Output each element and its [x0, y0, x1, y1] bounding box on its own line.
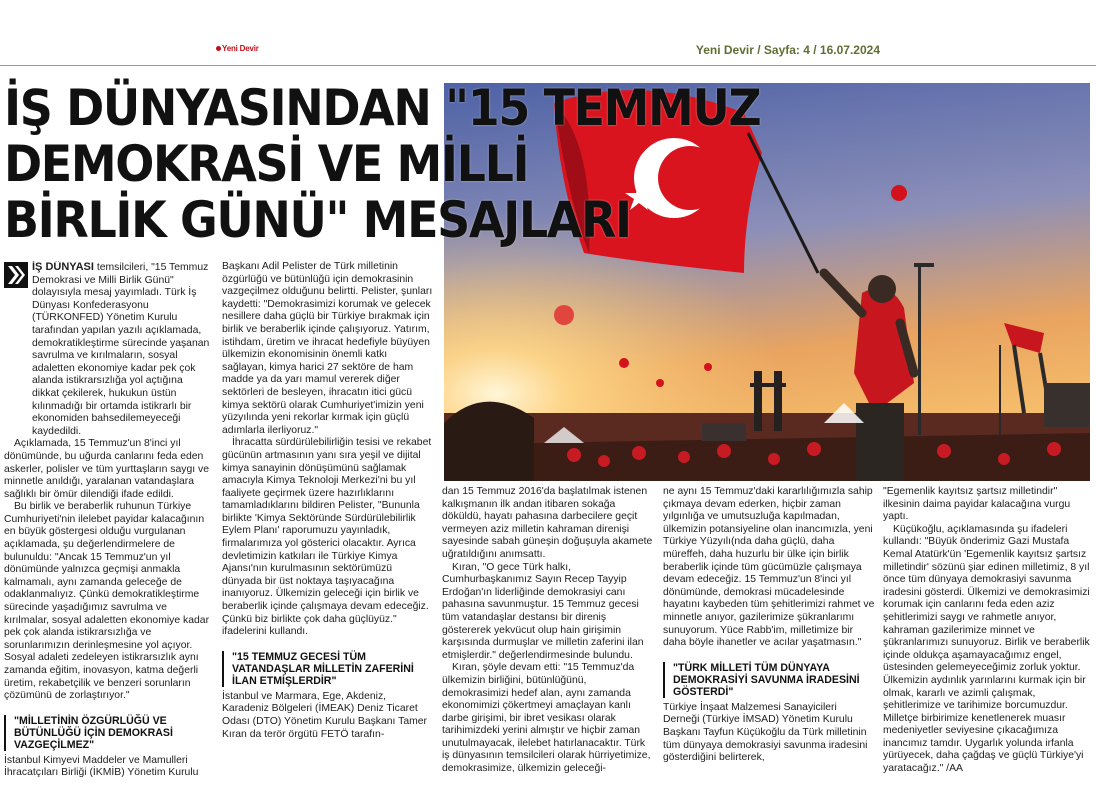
lead-keyword: İŞ DÜNYASI — [32, 261, 94, 273]
headline-line-2: DEMOKRASİ VE MİLLİ — [4, 135, 529, 193]
paragraph: dan 15 Temmuz 2016'da başlatılmak istenen kalkışmanın ilk andan itibaren sokağa döküldü, hayatı pahasına darbecilere geçit vermeyen aziz milletin kahraman direnişi sayesinde sabah güneşin doğuşuyla akamete uğratıldığını anımsattı. — [442, 486, 653, 560]
paragraph: Küçükoğlu, açıklamasında şu ifadeleri kullandı: "Büyük önderimiz Gazi Mustafa Kemal Atatürk'ün 'Egemenlik kayıtsız şartsız milletindir' sözünü şiar edinen milletimiz, 8 yıl önce tüm dünyaya demokrasiyi savunma iradesini gösterdi. Ülkemizi ve demokrasimizi korumak için canlarını feda eden aziz şehitlerimizi saygı ve rahmetle anıyor, kahraman gazilerimize minnet ve şükranlarımızı sunuyoruz. Birlik ve beraberlik içinde oldukça aşamayacağımız engel, üstesinden gelemeyeceğimiz zorluk yoktur. Ülkemizin aydınlık yarınlarını kurmak için bir olmak, kararlı ve azimli çalışmak, şehitlerimize ve tarihimize borcumuzdur. Milletçe birbirimize kenetlenerek muasır medeniyetler seviyesine çıkacağımıza inancımız tamdır. Uygarlık yolunda irfanla yürüyecek, daha çağdaş ve güçlü Türkiye'yi yaratacağız." /AA — [883, 523, 1090, 775]
article-column-5 — [883, 486, 1091, 796]
headline-line-3: BİRLİK GÜNÜ" MESAJLARI — [4, 191, 631, 249]
lead-paragraph — [4, 261, 212, 438]
newspaper-logo — [216, 44, 259, 53]
paragraph: Bu birlik ve beraberlik ruhunun Türkiye Cumhuriyeti'nin ilelebet payidar kalacağının en büyük göstergesi olduğu vurgulanan açıklamada, şu değerlendirmelere de bulunuldu: "Ancak 15 Temmuz'un yıl dönümünde yalnızca geçmişi anmakla kalmamalı, aynı zamanda geleceğe de odaklanmalıyız. Çünkü demokratikleştirme sürecinde yaşadığımız savrulma ve kırılmalar, sosyal adaletten ekonomiye kadar pek çok alanda istikrarsızlığa ve sorunlarımızın derinleşmesine yol açıyor. Sosyal adaleti zedeleyen istikrarsızlık aynı zamanda eğitim, inovasyon, katma değerli üretim, rekabetçilik ve benzeri sorunların çözümünü de zorlaştırıyor." — [4, 501, 210, 702]
subheading: "15 TEMMUZ GECESİ TÜM VATANDAŞLAR MİLLETİN ZAFERİNİ İLAN ETMİŞLERDİR" — [222, 651, 434, 687]
headline — [4, 80, 777, 248]
paragraph: İhracatta sürdürülebilirliğin tesisi ve rekabet gücünün artmasının yanı sıra yeşil ve dijital kimya sanayinin dönüşümünü sağlamak amacıyla Kimya Teknoloji Merkezi'ni bu yıl faaliyete geçirmek üzere hazırlıklarını tamamladıklarını bildiren Pelister, "Bununla birlikte 'Kimya Sektöründe Sürdürülebilirlik Eylem Planı' raporumuzu yayınladık, firmalarımıza yol gösterici olacaktır. Ayrıca devletimizin katkıları ile Türkiye Kimya Ajansı'nın kurulmasının sektörümüzü dünyada bir üst noktaya taşıyacağına inanıyoruz. Ülkemizin geleceği için birlik ve beraberlik içinde çalışmaya devam edeceğiz. Çünkü biz birlikte çok daha güçlüyüz." ifadelerini kullandı. — [222, 437, 432, 638]
headline-line-1: İŞ DÜNYASINDAN "15 TEMMUZ — [4, 79, 761, 137]
paragraph: Türkiye İnşaat Malzemesi Sanayicileri Derneği (Türkiye İMSAD) Yönetim Kurulu Başkanı Tayfun Küçükoğlu da Türk milletinin tüm dünyaya demokrasiyi savunma iradesini gösterdiğini belirterek, — [663, 701, 868, 764]
article-column-2 — [222, 261, 434, 796]
paragraph: ne aynı 15 Temmuz'daki kararlılığımızla sahip çıkmaya devam ederken, hiçbir zaman yılgınlığa ve umutsuzluğa kapılmadan, ülkemizin potansiyeline olan inancımızla, yeni Türkiye Yüzyılı(nda daha güçlü, daha müreffeh, daha huzurlu bir ülke için birlik beraberlik içinde tüm gücümüzle çalışmaya devam edeceğiz. 15 Temmuz'un 8'inci yıl dönümünde, demokrasi mücadelesinde hayatını kaybeden tüm şehitlerimizi rahmet ve minnetle anıyor, gazilerimize şükranlarımı sunuyorum. Yüce Rabb'im, milletimize bir daha böyle ihanetler ve acılar yaşatmasın." — [663, 486, 875, 649]
subheading: "MİLLETİNİN ÖZGÜRLÜĞÜ VE BÜTÜNLÜĞÜ İÇİN DEMOKRASİ VAZGEÇİLMEZ" — [4, 715, 212, 751]
page-info: Yeni Devir / Sayfa: 4 / 16.07.2024 — [695, 43, 880, 57]
double-chevron-right-icon — [4, 262, 28, 288]
paragraph: İstanbul Kimyevi Maddeler ve Mamulleri İhracatçıları Birliği (İKMİB) Yönetim Kurulu — [4, 754, 199, 779]
paragraph: Başkanı Adil Pelister de Türk milletinin özgürlüğü ve bütünlüğü için demokrasinin vazgeçilmez olduğunu belirtti. Pelister, şunları kaydetti: "Demokrasimizi korumak ve gelecek nesillere daha güçlü bir Türkiye bırakmak için birlik ve beraberlik içinde çalışıyoruz. Yatırım, istihdam, üretim ve ihracat hedefiyle büyüyen ülkemizin ekonomisinin önemli katkı sağlayan, kimya harici 27 sektöre de ham madde ya da yarı mamul vererek diğer sektörleri de besleyen, ihracatın itici gücü kimya sektörü olarak Cumhuriyet'imizin yeni yüzyılında yeni rekorlar kırmak için güçlü adımlarla ilerliyoruz." — [222, 261, 433, 436]
article-column-3 — [442, 486, 654, 796]
lead-text: temsilcileri, "15 Temmuz Demokrasi ve Milli Birlik Günü" dolayısıyla mesaj yayımladı. Türk İş Dünyası Konfederasyonu (TÜRKONFED) Yönetim Kurulu tarafından yapılan yazılı açıklamada, demokratikleştirme sürecinde yaşanan savrulma ve kırılmaların, sosyal adaletten ekonomiye kadar pek çok alanda istikrarsızlığa yol açtığına dikkat çekilerek, hukukun üstün kılınmadığı bir ortamda istikrarlı bir ekonomiden bahsedilemeyeceği kaydedildi. — [32, 262, 210, 437]
subheading: "TÜRK MİLLETİ TÜM DÜNYAYA DEMOKRASİYİ SAVUNMA İRADESİNİ GÖSTERDİ" — [663, 662, 875, 698]
logo-dot-icon — [216, 46, 221, 51]
page-header — [0, 0, 1096, 66]
logo-text: Yeni Devir — [222, 44, 259, 53]
paragraph: Açıklamada, 15 Temmuz'un 8'inci yıl dönümünde, bu uğurda canlarını feda eden askerler, polisler ve tüm yurttaşların saygı ve minnetle anıldığı, yaralanan vatandaşlara sağlıklı bir ömür dilendiği ifade edildi. — [4, 438, 210, 500]
paragraph: "Egemenlik kayıtsız şartsız milletindir" ilkesinin daima payidar kalacağına vurgu yaptı. — [883, 486, 1071, 523]
paragraph: Kıran, "O gece Türk halkı, Cumhurbaşkanımız Sayın Recep Tayyip Erdoğan'ın liderliğinde demokrasiyi canı pahasına savunmuştur. 15 Temmuz gecesi tüm vatandaşlar destansı bir direniş göstererek yekvücut olup hain girişimin karşısında durmuşlar ve milletin zaferini ilan etmişlerdir." değerlendirmesinde bulundu. — [442, 561, 644, 661]
article-column-4 — [663, 486, 875, 796]
paragraph: Kıran, şöyle devam etti: "15 Temmuz'da ülkemizin birliğini, bütünlüğünü, demokrasimizi hedef alan, aynı zamanda ekonomimizi çökertmeyi amaçlayan kanlı darbe girişimi, bir ibret vesikası olarak tarihimizdeki yerini almıştır ve hiçbir zaman unutulmayacak, ilelebet hatırlanacaktır. Türk iş dünyasının temsilcileri olarak hürriyetimize, demokrasimize, ülkemizin geleceği- — [442, 662, 651, 775]
paragraph: İstanbul ve Marmara, Ege, Akdeniz, Karadeniz Bölgeleri (İMEAK) Deniz Ticaret Odası (DTO) Yönetim Kurulu Başkanı Tamer Kıran da terör örgütü FETÖ tarafın- — [222, 690, 428, 740]
article-column-1 — [4, 261, 212, 796]
